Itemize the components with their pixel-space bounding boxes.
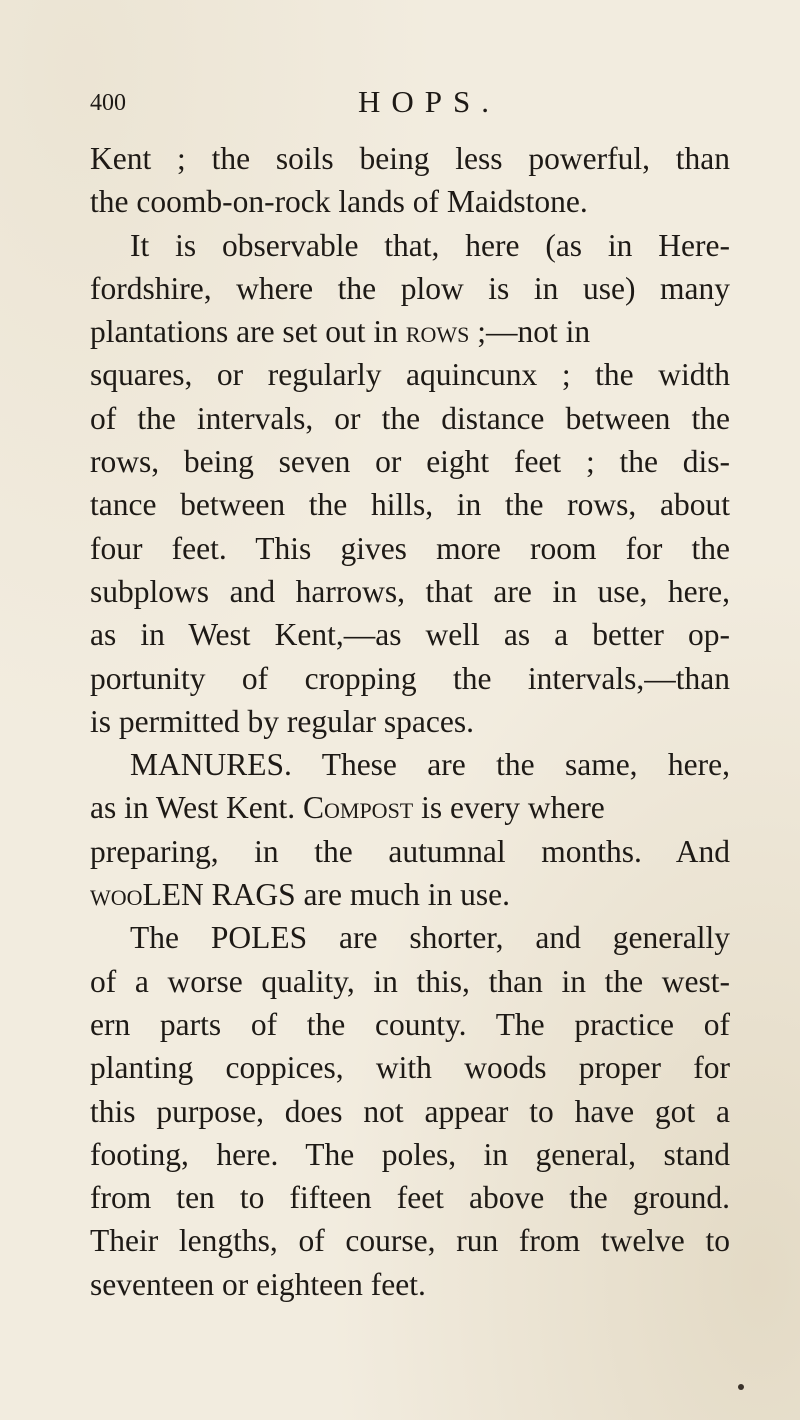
- text-line: rows, being seven or eight feet ; the dis-: [90, 444, 730, 480]
- text-line: MANURES. These are the same, here,: [130, 747, 730, 783]
- text-line: [90, 786, 730, 829]
- ink-speck: [738, 1384, 744, 1390]
- text-line: It is observable that, here (as in Here-: [130, 227, 730, 263]
- text-line: of the intervals, or the distance between the: [90, 400, 730, 436]
- text-line: tance between the hills, in the rows, about: [90, 487, 730, 523]
- text-line: footing, here. The poles, in general, stand: [90, 1136, 730, 1172]
- page-number: 400: [90, 90, 126, 116]
- text-line: Their lengths, of course, run from twelve to: [90, 1223, 730, 1259]
- text-segment: ;—not in: [469, 314, 591, 350]
- text-line: [90, 873, 730, 916]
- text-line: planting coppices, with woods proper for: [90, 1050, 730, 1086]
- small-caps-term: wooLEN RAGS: [90, 877, 296, 913]
- text-line: from ten to fifteen feet above the ground.: [90, 1180, 730, 1216]
- text-segment: plantations are set out in: [90, 314, 406, 350]
- text-line: is permitted by regular spaces.: [90, 703, 474, 739]
- text-line: portunity of cropping the intervals,—than: [90, 660, 730, 696]
- text-line: the coomb-on-rock lands of Maidstone.: [90, 184, 588, 220]
- text-line: seventeen or eighteen feet.: [90, 1266, 426, 1302]
- text-line: Kent ; the soils being less powerful, than: [90, 141, 730, 176]
- running-head: HOPS.: [358, 84, 501, 119]
- text-line: preparing, in the autumnal months. And: [90, 833, 730, 869]
- body-text: [90, 137, 730, 1306]
- text-segment: is every where: [413, 790, 605, 826]
- text-line: The POLES are shorter, and generally: [130, 920, 730, 956]
- text-line: squares, or regularly aquincunx ; the width: [90, 357, 730, 393]
- text-line: of a worse quality, in this, than in the west-: [90, 963, 730, 999]
- small-caps-term: rows: [405, 314, 470, 350]
- small-caps-term: Compost: [302, 790, 414, 826]
- page-header: [90, 84, 710, 124]
- text-line: [90, 310, 730, 353]
- text-segment: as in West Kent.: [90, 790, 303, 826]
- text-line: ern parts of the county. The practice of: [90, 1006, 730, 1042]
- text-line: subplows and harrows, that are in use, here,: [90, 573, 730, 609]
- text-line: four feet. This gives more room for the: [90, 530, 730, 566]
- text-line: as in West Kent,—as well as a better op-: [90, 617, 730, 653]
- text-line: this purpose, does not appear to have got a: [90, 1093, 730, 1129]
- text-line: fordshire, where the plow is in use) many: [90, 270, 730, 306]
- text-segment: are much in use.: [295, 877, 510, 913]
